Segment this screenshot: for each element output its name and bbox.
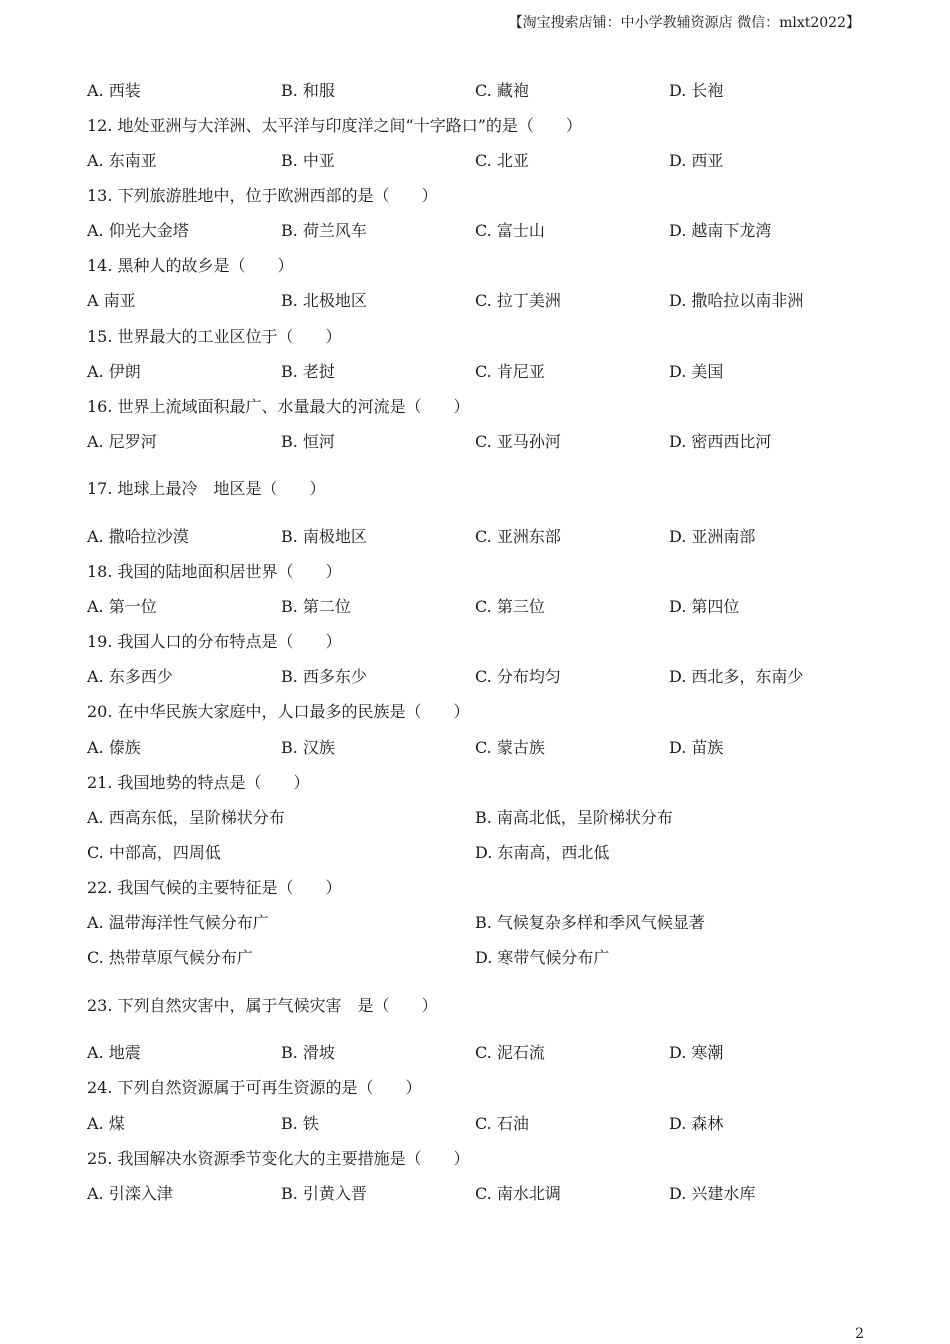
q22-option-d: D. 寒带气候分布广 <box>475 948 610 967</box>
q20-option-c: C. 蒙古族 <box>475 738 545 757</box>
q24-option-b: B. 铁 <box>281 1114 319 1133</box>
q17-option-a: A. 撒哈拉沙漠 <box>87 527 189 546</box>
q19-option-c: C. 分布均匀 <box>475 667 561 686</box>
q12-option-c: C. 北亚 <box>475 151 529 170</box>
q21-option-a: A. 西高东低，呈阶梯状分布 <box>87 808 285 827</box>
q20-option-a: A. 傣族 <box>87 738 141 757</box>
q15-option-d: D. 美国 <box>669 362 724 381</box>
q23-option-a: A. 地震 <box>87 1043 141 1062</box>
question-19-stem: 19. 我国人口的分布特点是（ ） <box>87 632 342 651</box>
q17-option-c: C. 亚洲东部 <box>475 527 561 546</box>
q17-option-d: D. 亚洲南部 <box>669 527 756 546</box>
q20-option-b: B. 汉族 <box>281 738 335 757</box>
question-13-stem: 13. 下列旅游胜地中，位于欧洲西部的是（ ） <box>87 186 438 205</box>
q21-option-d: D. 东南高，西北低 <box>475 843 610 862</box>
q15-option-b: B. 老挝 <box>281 362 335 381</box>
q19-option-b: B. 西多东少 <box>281 667 367 686</box>
q12-option-d: D. 西亚 <box>669 151 724 170</box>
q25-option-d: D. 兴建水库 <box>669 1184 756 1203</box>
q25-option-c: C. 南水北调 <box>475 1184 561 1203</box>
question-15-stem: 15. 世界最大的工业区位于（ ） <box>87 327 342 346</box>
q19-option-a: A. 东多西少 <box>87 667 173 686</box>
page-number: 2 <box>855 1326 864 1342</box>
question-14-stem: 14. 黑种人的故乡是（ ） <box>87 256 294 275</box>
question-23-stem: 23. 下列自然灾害中，属于气候灾害 是（ ） <box>87 996 438 1015</box>
q20-option-d: D. 苗族 <box>669 738 724 757</box>
q23-option-b: B. 滑坡 <box>281 1043 335 1062</box>
q24-option-d: D. 森林 <box>669 1114 724 1133</box>
q23-option-c: C. 泥石流 <box>475 1043 545 1062</box>
q14-option-d: D. 撒哈拉以南非洲 <box>669 291 804 310</box>
question-24-stem: 24. 下列自然资源属于可再生资源的是（ ） <box>87 1078 422 1097</box>
q11-option-c: C. 藏袍 <box>475 81 529 100</box>
q12-option-a: A. 东南亚 <box>87 151 157 170</box>
q21-option-b: B. 南高北低，呈阶梯状分布 <box>475 808 673 827</box>
q13-option-a: A. 仰光大金塔 <box>87 221 189 240</box>
q18-option-a: A. 第一位 <box>87 597 157 616</box>
q14-option-b: B. 北极地区 <box>281 291 367 310</box>
q18-option-c: C. 第三位 <box>475 597 545 616</box>
q24-option-c: C. 石油 <box>475 1114 529 1133</box>
question-22-stem: 22. 我国气候的主要特征是（ ） <box>87 878 342 897</box>
q14-option-a: A 南亚 <box>87 291 136 310</box>
q18-option-d: D. 第四位 <box>669 597 740 616</box>
q14-option-c: C. 拉丁美洲 <box>475 291 561 310</box>
q12-option-b: B. 中亚 <box>281 151 335 170</box>
q11-option-b: B. 和服 <box>281 81 335 100</box>
q22-option-a: A. 温带海洋性气候分布广 <box>87 913 269 932</box>
question-20-stem: 20. 在中华民族大家庭中，人口最多的民族是（ ） <box>87 702 470 721</box>
q17-option-b: B. 南极地区 <box>281 527 367 546</box>
q19-option-d: D. 西北多，东南少 <box>669 667 804 686</box>
q21-option-c: C. 中部高，四周低 <box>87 843 221 862</box>
q13-option-d: D. 越南下龙湾 <box>669 221 772 240</box>
question-16-stem: 16. 世界上流域面积最广、水量最大的河流是（ ） <box>87 397 470 416</box>
q13-option-b: B. 荷兰风车 <box>281 221 367 240</box>
q22-option-c: C. 热带草原气候分布广 <box>87 948 253 967</box>
q15-option-c: C. 肯尼亚 <box>475 362 545 381</box>
q16-option-b: B. 恒河 <box>281 432 335 451</box>
question-25-stem: 25. 我国解决水资源季节变化大的主要措施是（ ） <box>87 1149 470 1168</box>
question-17-stem: 17. 地球上最冷 地区是（ ） <box>87 479 326 498</box>
q15-option-a: A. 伊朗 <box>87 362 141 381</box>
q23-option-d: D. 寒潮 <box>669 1043 724 1062</box>
q16-option-a: A. 尼罗河 <box>87 432 157 451</box>
q13-option-c: C. 富士山 <box>475 221 545 240</box>
q11-option-d: D. 长袍 <box>669 81 724 100</box>
q11-option-a: A. 西装 <box>87 81 141 100</box>
q24-option-a: A. 煤 <box>87 1114 125 1133</box>
question-18-stem: 18. 我国的陆地面积居世界（ ） <box>87 562 342 581</box>
question-12-stem: 12. 地处亚洲与大洋洲、太平洋与印度洋之间“十字路口”的是（ ） <box>87 116 582 135</box>
q22-option-b: B. 气候复杂多样和季风气候显著 <box>475 913 705 932</box>
q25-option-a: A. 引滦入津 <box>87 1184 173 1203</box>
q16-option-d: D. 密西西比河 <box>669 432 772 451</box>
page-header: 【淘宝搜索店铺：中小学教辅资源店 微信：mlxt2022】 <box>508 15 860 31</box>
q18-option-b: B. 第二位 <box>281 597 351 616</box>
question-21-stem: 21. 我国地势的特点是（ ） <box>87 773 310 792</box>
q25-option-b: B. 引黄入晋 <box>281 1184 367 1203</box>
q16-option-c: C. 亚马孙河 <box>475 432 561 451</box>
